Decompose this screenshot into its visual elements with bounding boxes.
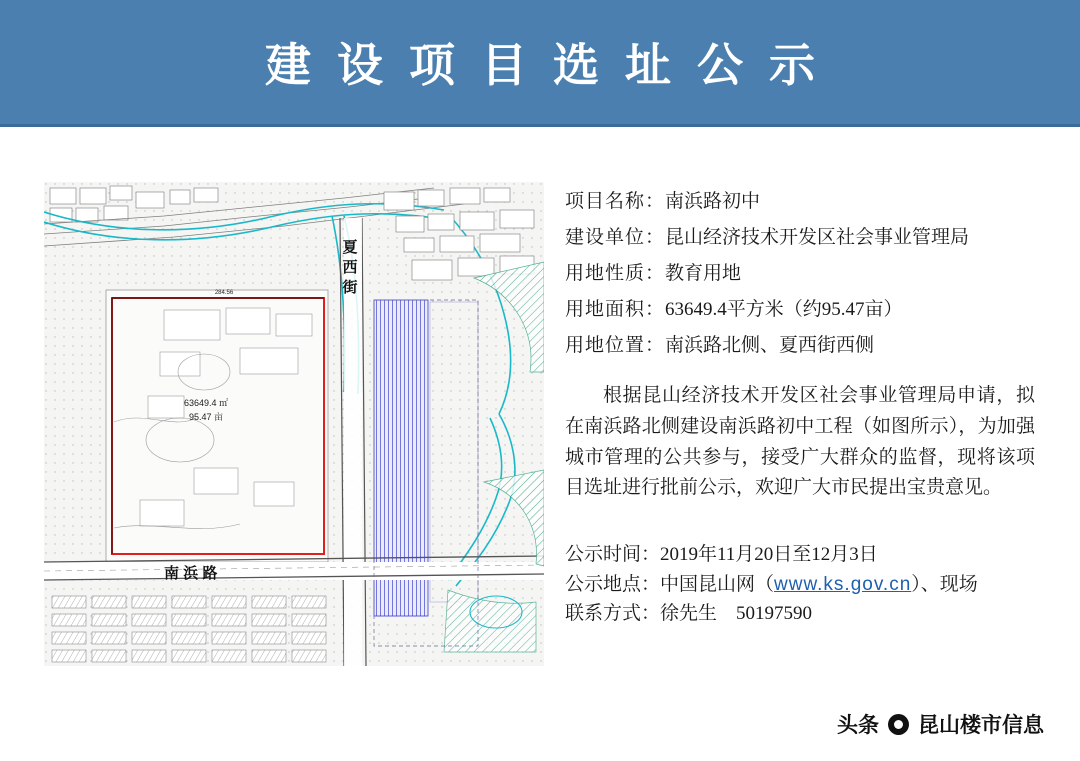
banner-divider [0, 124, 1080, 127]
label-land-area: 用地面积： [565, 299, 666, 320]
value-contact: 徐先生 50197590 [660, 602, 813, 624]
value-land-use-type: 教育用地 [665, 263, 742, 284]
map-graphic [44, 182, 544, 666]
watermark-source: 头条 [837, 714, 879, 737]
page-banner [0, 0, 1080, 124]
label-notice-place: 公示地点： [565, 573, 661, 595]
info-row-construction-unit [565, 228, 1045, 247]
value-land-area: 63649.4平方米（约95.47亩） [665, 299, 903, 320]
footer-row-contact [565, 599, 1045, 628]
value-notice-time: 2019年11月20日至12月3日 [660, 544, 878, 566]
project-info-panel [565, 192, 1045, 628]
map-parcel-area-line1: 63649.4 ㎡ [183, 398, 229, 408]
footer-row-notice-time [565, 540, 1045, 569]
info-row-project-name [565, 192, 1045, 211]
map-street-label-horizontal: 南 浜 路 [164, 565, 218, 582]
value-notice-place-prefix: 中国昆山网（ [660, 573, 775, 595]
footer-row-notice-place [565, 570, 1045, 599]
page-title: 建设项目选址公示 [265, 39, 841, 91]
svg-text:西: 西 [342, 259, 358, 276]
info-row-land-area [565, 300, 1045, 319]
svg-text:街: 街 [342, 279, 358, 296]
value-notice-place-suffix: ）、现场 [911, 573, 978, 595]
notice-paragraph: 根据昆山经济技术开发区社会事业管理局申请，拟在南浜路北侧建设南浜路初中工程（如图所示），为加强城市管理的公共参与，接受广大群众的监督，现将该项目选址进行批前公示，欢迎广大市民提出宝贵意见。 [565, 385, 1035, 499]
at-symbol-icon [888, 714, 909, 735]
watermark-account: 昆山楼市信息 [918, 714, 1044, 737]
label-project-name: 项目名称： [565, 191, 666, 212]
svg-text:284.56: 284.56 [214, 290, 234, 296]
info-row-land-location [565, 336, 1045, 355]
notice-website-link[interactable]: www.ks.gov.cn [774, 573, 912, 595]
label-land-location: 用地位置： [565, 335, 666, 356]
value-project-name: 南浜路初中 [665, 191, 761, 212]
label-contact: 联系方式： [565, 602, 661, 624]
site-location-map [44, 182, 544, 666]
map-street-label-vertical: 夏 [342, 239, 358, 256]
value-construction-unit: 昆山经济技术开发区社会事业管理局 [665, 227, 970, 248]
info-row-land-use-type [565, 264, 1045, 283]
label-land-use-type: 用地性质： [565, 263, 666, 284]
map-parcel-area-line2: 95.47 亩 [188, 412, 224, 422]
label-construction-unit: 建设单位： [565, 227, 666, 248]
notice-footer [565, 540, 1045, 628]
watermark [837, 709, 1044, 739]
label-notice-time: 公示时间： [565, 544, 661, 566]
value-land-location: 南浜路北侧、夏西街西侧 [665, 335, 875, 356]
